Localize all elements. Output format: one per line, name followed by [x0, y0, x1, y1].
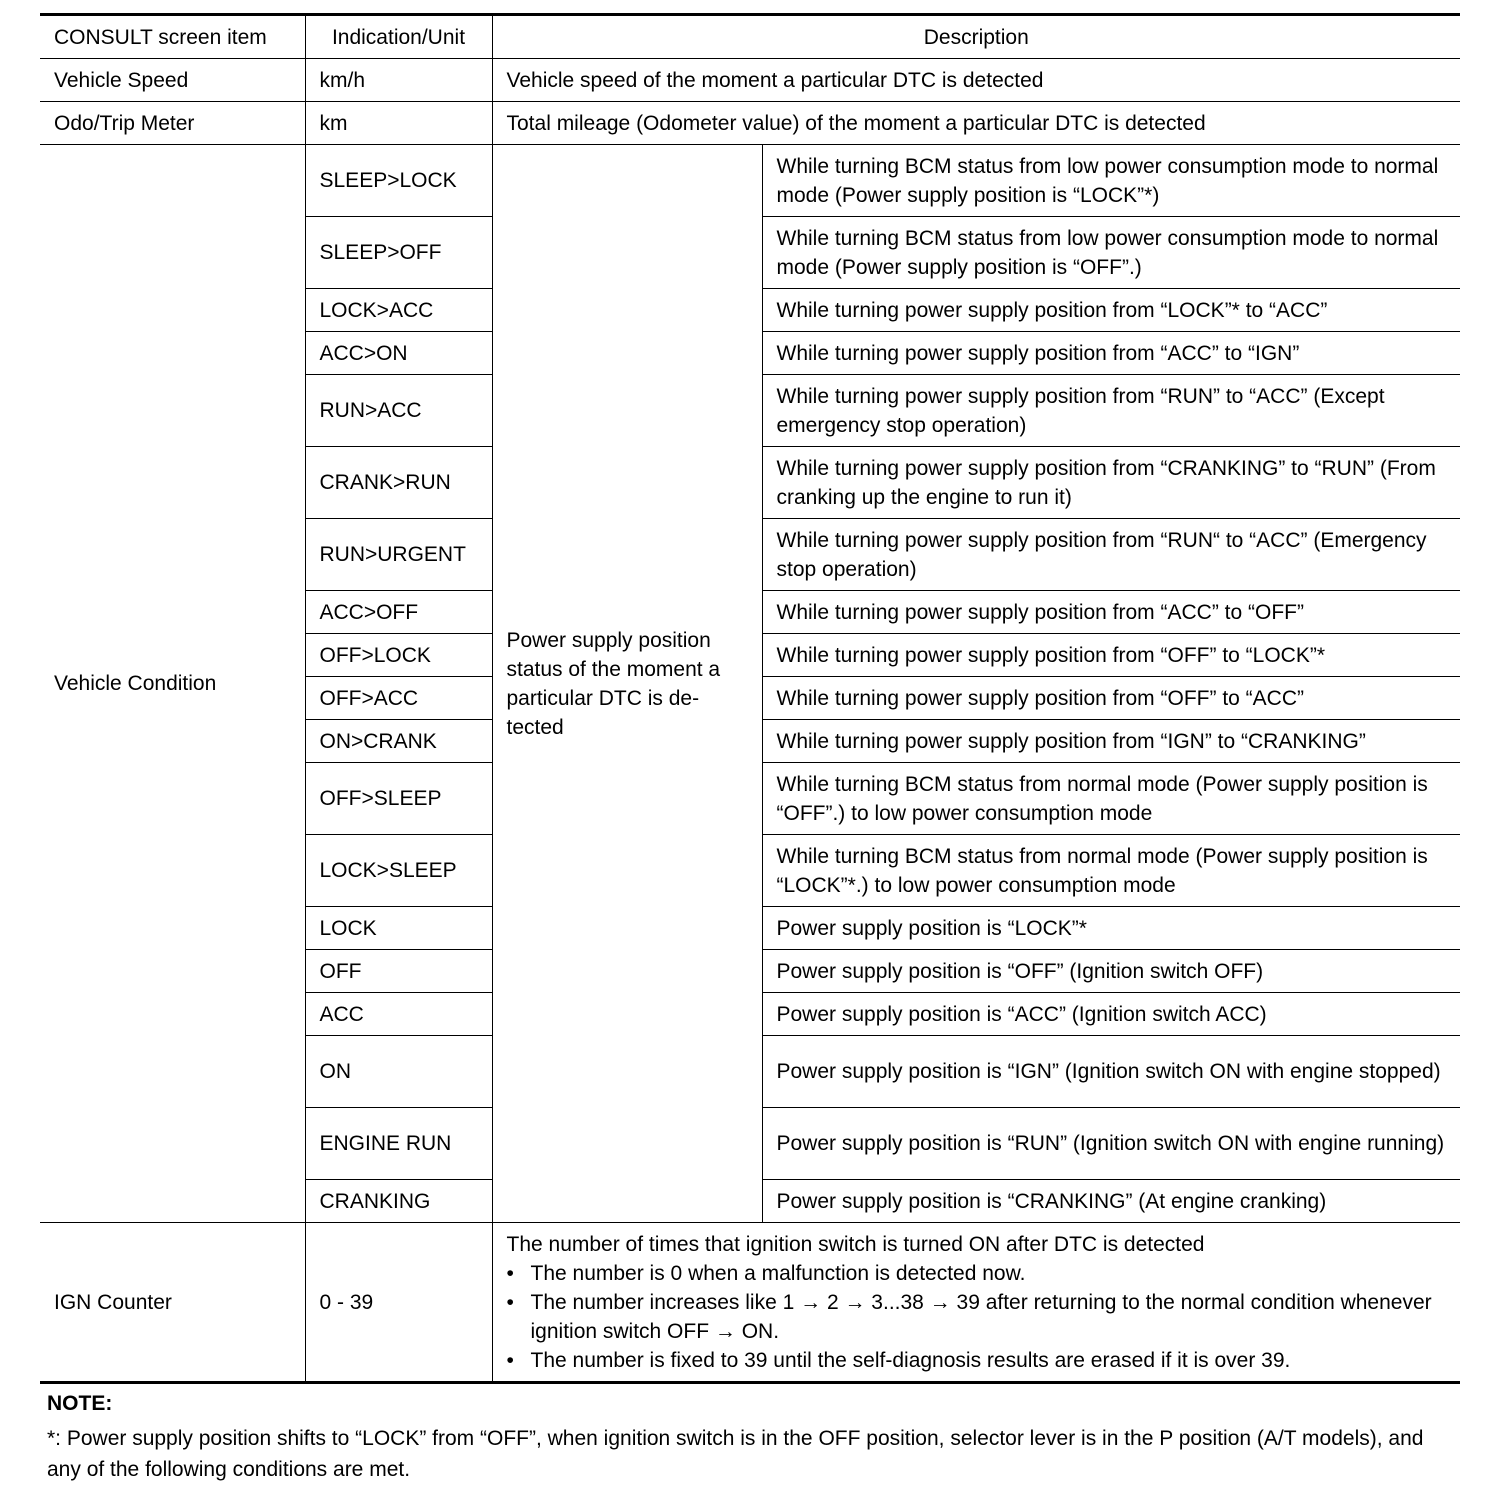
- bullet-marker: •: [506, 1348, 514, 1372]
- row-unit: km: [305, 102, 492, 145]
- state-unit: LOCK>SLEEP: [305, 835, 492, 907]
- state-description: While turning BCM status from normal mode (Power supply position is “OFF”.) to low power consumption mode: [762, 763, 1460, 835]
- state-unit: RUN>ACC: [305, 375, 492, 447]
- ign-counter-description: [492, 1223, 1460, 1383]
- bullet-marker: •: [506, 1261, 514, 1285]
- vehicle-condition-group-description: Power supply position status of the moment a particular DTC is detected: [492, 145, 762, 1223]
- state-description: While turning power supply position from “ACC” to “IGN”: [762, 332, 1460, 375]
- state-description: While turning power supply position from “OFF” to “LOCK”*: [762, 634, 1460, 677]
- state-description: While turning BCM status from low power consumption mode to normal mode (Power supply position is “LOCK”*): [762, 145, 1460, 217]
- header-item: CONSULT screen item: [40, 15, 305, 59]
- state-description: Power supply position is “LOCK”*: [762, 907, 1460, 950]
- table-row: [40, 59, 1460, 102]
- state-description: Power supply position is “CRANKING” (At engine cranking): [762, 1180, 1460, 1223]
- state-unit: RUN>URGENT: [305, 519, 492, 591]
- row-item-vehicle-condition: Vehicle Condition: [40, 145, 305, 1223]
- row-unit: 0 - 39: [305, 1223, 492, 1383]
- state-unit: ENGINE RUN: [305, 1108, 492, 1180]
- state-unit: OFF>LOCK: [305, 634, 492, 677]
- state-description: While turning BCM status from low power consumption mode to normal mode (Power supply position is “OFF”.): [762, 217, 1460, 289]
- state-description: While turning power supply position from “RUN“ to “ACC” (Emergency stop operation): [762, 519, 1460, 591]
- header-unit: Indication/Unit: [305, 15, 492, 59]
- note-section: [47, 1388, 1459, 1485]
- state-description: While turning power supply position from “CRANKING” to “RUN” (From cranking up the engine to run it): [762, 447, 1460, 519]
- consult-items-table: [40, 13, 1460, 1384]
- state-description: Power supply position is “ACC” (Ignition switch ACC): [762, 993, 1460, 1036]
- state-description: While turning power supply position from “LOCK”* to “ACC”: [762, 289, 1460, 332]
- note-text: *: Power supply position shifts to “LOCK” from “OFF”, when ignition switch is in the OFF position, selector lever is in the P position (A/T models), and any of the following conditions are met.: [47, 1427, 1424, 1481]
- bullet-item: [507, 1288, 1447, 1346]
- state-unit: OFF: [305, 950, 492, 993]
- bullet-item: [507, 1346, 1447, 1375]
- table-row: [40, 145, 1460, 217]
- row-unit: km/h: [305, 59, 492, 102]
- row-item-ign-counter: IGN Counter: [40, 1223, 305, 1383]
- state-description: While turning power supply position from “RUN” to “ACC” (Except emergency stop operation): [762, 375, 1460, 447]
- row-description: Vehicle speed of the moment a particular DTC is detected: [492, 59, 1460, 102]
- state-description: While turning power supply position from “ACC” to “OFF”: [762, 591, 1460, 634]
- state-unit: ON: [305, 1036, 492, 1108]
- table-header-row: [40, 15, 1460, 59]
- state-unit: OFF>SLEEP: [305, 763, 492, 835]
- state-unit: SLEEP>OFF: [305, 217, 492, 289]
- bullet-marker: •: [506, 1290, 514, 1314]
- state-unit: ACC>ON: [305, 332, 492, 375]
- row-item-odo-trip-meter: Odo/Trip Meter: [40, 102, 305, 145]
- state-description: While turning BCM status from normal mode (Power supply position is “LOCK”*.) to low power consumption mode: [762, 835, 1460, 907]
- state-unit: OFF>ACC: [305, 677, 492, 720]
- state-unit: LOCK: [305, 907, 492, 950]
- bullet-text: The number is 0 when a malfunction is detected now.: [530, 1261, 1026, 1285]
- row-description: Total mileage (Odometer value) of the moment a particular DTC is detected: [492, 102, 1460, 145]
- bullet-item: [507, 1259, 1447, 1288]
- state-description: Power supply position is “IGN” (Ignition switch ON with engine stopped): [762, 1036, 1460, 1108]
- row-item-vehicle-speed: Vehicle Speed: [40, 59, 305, 102]
- ign-counter-intro: The number of times that ignition switch is turned ON after DTC is detected: [506, 1232, 1205, 1256]
- state-unit: ACC>OFF: [305, 591, 492, 634]
- state-unit: ON>CRANK: [305, 720, 492, 763]
- bullet-text: The number is fixed to 39 until the self-diagnosis results are erased if it is over 39.: [530, 1348, 1291, 1372]
- state-description: Power supply position is “RUN” (Ignition switch ON with engine running): [762, 1108, 1460, 1180]
- note-title: NOTE:: [47, 1392, 113, 1415]
- state-description: While turning power supply position from “IGN” to “CRANKING”: [762, 720, 1460, 763]
- state-unit: ACC: [305, 993, 492, 1036]
- state-unit: SLEEP>LOCK: [305, 145, 492, 217]
- state-description: Power supply position is “OFF” (Ignition switch OFF): [762, 950, 1460, 993]
- bullet-text: The number increases like 1 → 2 → 3...38 → 39 after returning to the normal condition whenever ignition switch OFF → ON.: [530, 1290, 1432, 1343]
- state-unit: CRANKING: [305, 1180, 492, 1223]
- state-unit: LOCK>ACC: [305, 289, 492, 332]
- state-unit: CRANK>RUN: [305, 447, 492, 519]
- table-row: [40, 102, 1460, 145]
- state-description: While turning power supply position from “OFF” to “ACC”: [762, 677, 1460, 720]
- header-description: Description: [492, 15, 1460, 59]
- table-row: [40, 1223, 1460, 1383]
